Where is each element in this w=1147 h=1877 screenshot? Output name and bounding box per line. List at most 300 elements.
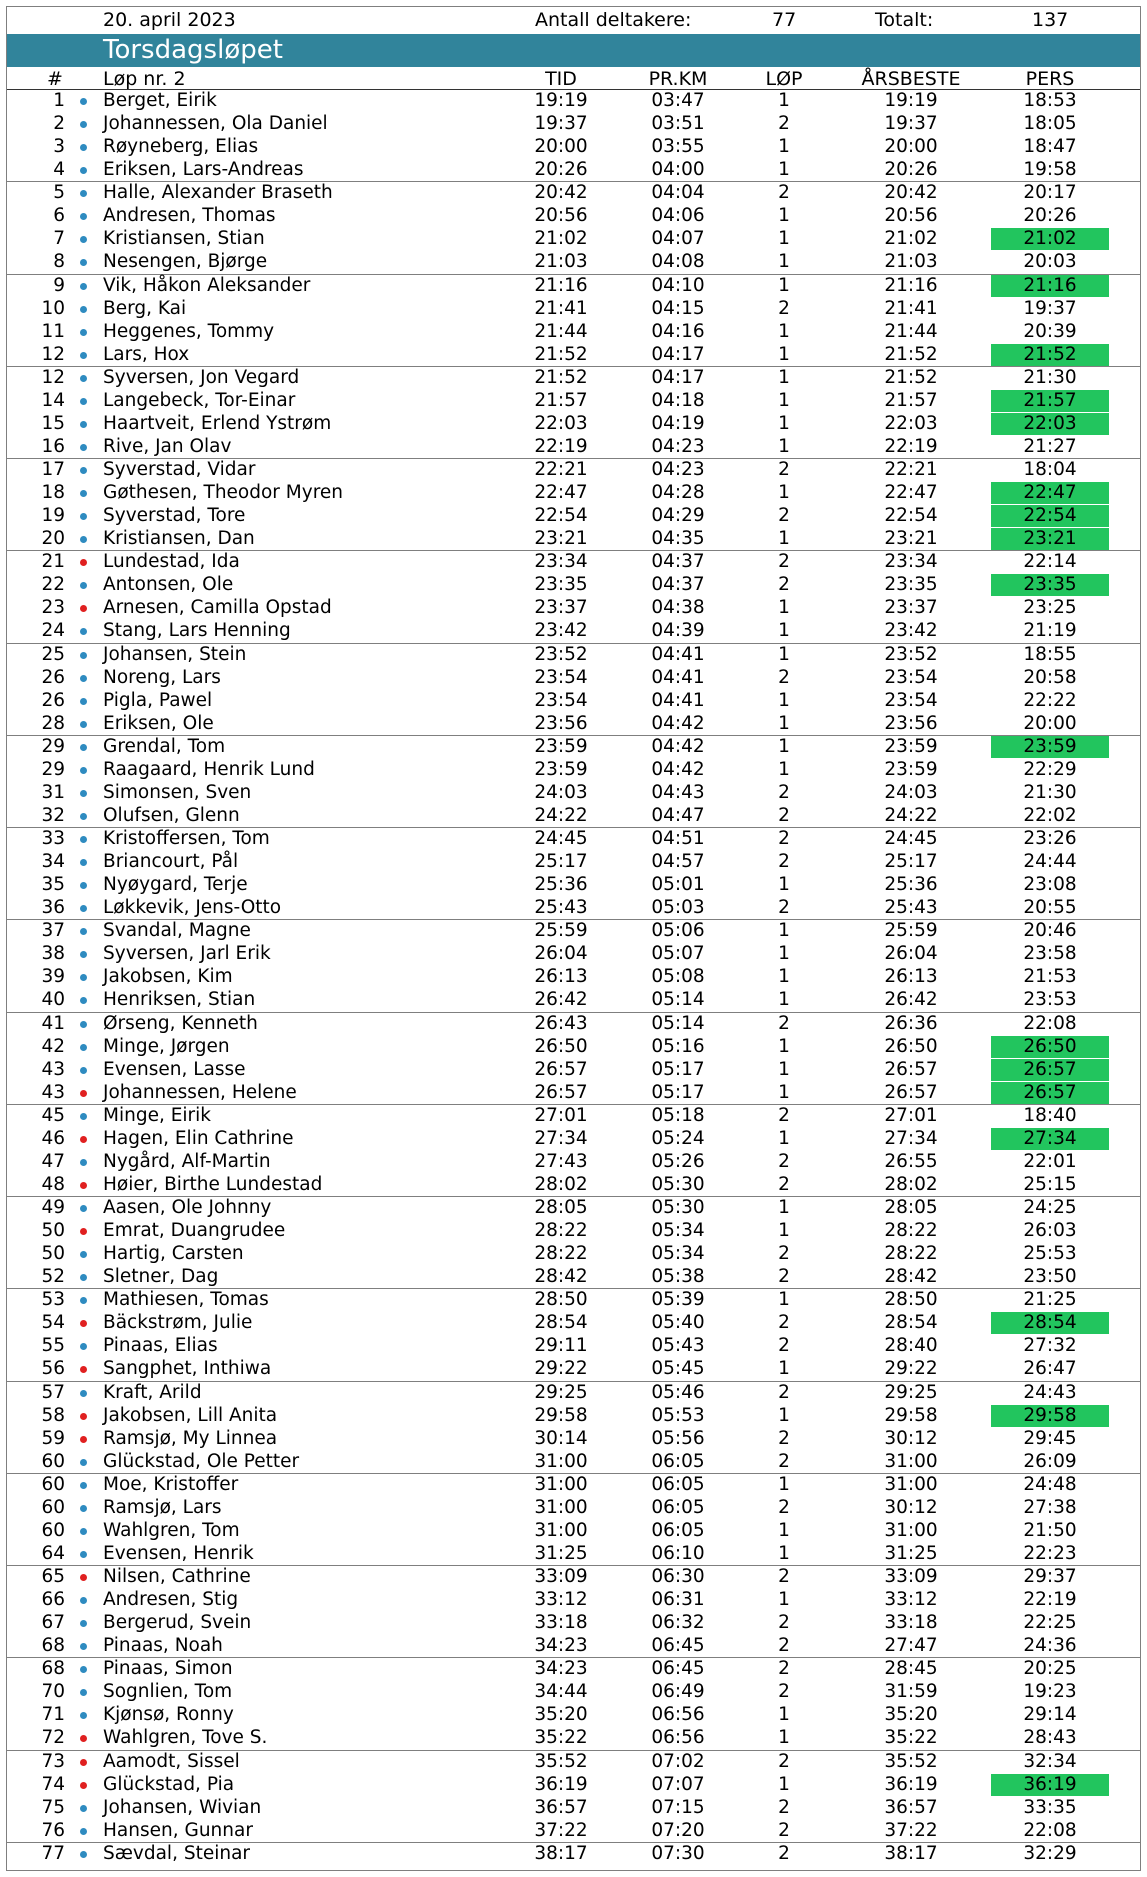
rank: 9 [53, 274, 65, 296]
personal-best: 21:53 [1023, 966, 1077, 988]
time: 33:09 [534, 1566, 588, 1587]
race-count: 1 [778, 966, 790, 988]
pace-per-km: 04:04 [651, 182, 705, 204]
rank: 17 [41, 459, 65, 480]
female-dot-icon [80, 1320, 87, 1327]
table-row [7, 874, 1140, 897]
race-count: 1 [778, 1473, 790, 1495]
season-best: 33:18 [884, 1612, 938, 1634]
season-best: 22:19 [884, 435, 938, 457]
race-count: 2 [778, 1658, 790, 1680]
personal-best: 20:03 [1023, 251, 1077, 273]
race-count: 1 [778, 1704, 790, 1726]
season-best: 31:25 [884, 1542, 938, 1564]
season-best: 20:26 [884, 159, 938, 181]
rank: 34 [41, 851, 65, 873]
season-best: 31:00 [884, 1473, 938, 1495]
race-count: 1 [778, 1727, 790, 1749]
pace-per-km: 07:20 [651, 1819, 705, 1841]
personal-best: 20:39 [1023, 320, 1077, 342]
rank: 2 [53, 113, 65, 135]
personal-best: 23:50 [1023, 1266, 1077, 1288]
season-best: 35:52 [884, 1750, 938, 1772]
time: 27:01 [534, 1104, 588, 1126]
runner-name: Jakobsen, Kim [103, 966, 233, 988]
pace-per-km: 05:34 [651, 1220, 705, 1242]
pace-per-km: 04:08 [651, 251, 705, 273]
pace-per-km: 06:05 [651, 1450, 705, 1472]
table-row [7, 136, 1140, 159]
time: 22:21 [534, 459, 588, 480]
table-row [7, 1543, 1140, 1566]
table-row [7, 1474, 1140, 1497]
runner-name: Kristiansen, Dan [103, 528, 255, 550]
table-row [7, 228, 1140, 251]
season-best: 26:55 [884, 1150, 938, 1172]
time: 34:23 [534, 1635, 588, 1657]
rank: 38 [41, 943, 65, 965]
male-dot-icon [80, 1805, 87, 1812]
race-count: 2 [778, 1496, 790, 1518]
pace-per-km: 05:16 [651, 1035, 705, 1057]
rank: 60 [41, 1519, 65, 1541]
male-dot-icon [80, 951, 87, 958]
pace-per-km: 04:19 [651, 412, 705, 434]
runner-name: Mathiesen, Tomas [103, 1289, 269, 1311]
col-tid-header: TID [545, 68, 577, 90]
runner-name: Halle, Alexander Braseth [103, 182, 333, 204]
runner-name: Aamodt, Sissel [103, 1750, 240, 1772]
rank: 21 [41, 551, 65, 573]
runner-name: Svandal, Magne [103, 920, 251, 942]
personal-best: 20:00 [1023, 712, 1077, 734]
personal-best: 27:34 [991, 1128, 1109, 1150]
table-row [7, 1612, 1140, 1635]
pace-per-km: 05:01 [651, 874, 705, 896]
rank: 71 [41, 1704, 65, 1726]
female-dot-icon [80, 559, 87, 566]
rank: 46 [41, 1127, 65, 1149]
personal-best: 21:19 [1023, 620, 1077, 642]
race-count: 1 [778, 1404, 790, 1426]
personal-best: 23:26 [1023, 828, 1077, 849]
runner-name: Grendal, Tom [103, 735, 226, 757]
runner-name: Antonsen, Ole [103, 574, 234, 596]
runner-name: Rive, Jan Olav [103, 435, 232, 457]
male-dot-icon [80, 213, 87, 220]
time: 26:42 [534, 989, 588, 1011]
time: 21:52 [534, 366, 588, 388]
rank: 8 [53, 251, 65, 273]
runner-name: Wahlgren, Tove S. [103, 1727, 268, 1749]
season-best: 21:44 [884, 320, 938, 342]
season-best: 29:22 [884, 1358, 938, 1380]
table-row [7, 298, 1140, 321]
personal-best: 24:44 [1023, 851, 1077, 873]
rank: 31 [41, 781, 65, 803]
season-best: 36:57 [884, 1796, 938, 1818]
time: 31:00 [534, 1473, 588, 1495]
male-dot-icon [80, 329, 87, 336]
table-row [7, 1774, 1140, 1797]
table-row [7, 1520, 1140, 1543]
personal-best: 20:17 [1023, 182, 1077, 204]
rank: 10 [41, 297, 65, 319]
time: 28:50 [534, 1289, 588, 1311]
season-best: 22:21 [884, 459, 938, 480]
time: 20:26 [534, 159, 588, 181]
personal-best: 22:23 [1023, 1542, 1077, 1564]
time: 30:14 [534, 1427, 588, 1449]
table-row [7, 1312, 1140, 1335]
rank: 33 [41, 828, 65, 849]
table-row [7, 1727, 1140, 1750]
male-dot-icon [80, 628, 87, 635]
rank: 49 [41, 1197, 65, 1218]
rank: 16 [41, 435, 65, 457]
table-row [7, 1589, 1140, 1612]
rank: 53 [41, 1289, 65, 1311]
time: 20:56 [534, 205, 588, 227]
male-dot-icon [80, 352, 87, 359]
time: 28:22 [534, 1243, 588, 1265]
race-count: 2 [778, 1427, 790, 1449]
time: 34:44 [534, 1681, 588, 1703]
table-row [7, 1151, 1140, 1174]
time: 21:03 [534, 251, 588, 273]
time: 19:19 [534, 90, 588, 111]
runner-name: Glückstad, Pia [103, 1773, 235, 1795]
race-count: 2 [778, 828, 790, 849]
pace-per-km: 05:43 [651, 1335, 705, 1357]
season-best: 28:45 [884, 1658, 938, 1680]
season-best: 23:59 [884, 735, 938, 757]
personal-best: 21:25 [1023, 1289, 1077, 1311]
pace-per-km: 04:35 [651, 528, 705, 550]
runner-name: Berg, Kai [103, 297, 187, 319]
participants-label: Antall deltakere: [535, 9, 692, 31]
race-count: 1 [778, 874, 790, 896]
season-best: 37:22 [884, 1819, 938, 1841]
runner-name: Vik, Håkon Aleksander [103, 274, 311, 296]
personal-best: 29:45 [1023, 1427, 1077, 1449]
male-dot-icon [80, 1620, 87, 1627]
table-row [7, 1335, 1140, 1358]
pace-per-km: 05:39 [651, 1289, 705, 1311]
table-row [7, 1197, 1140, 1220]
runner-name: Arnesen, Camilla Opstad [103, 597, 332, 619]
table-row [7, 1013, 1140, 1036]
male-dot-icon [80, 744, 87, 751]
runner-name: Jakobsen, Lill Anita [103, 1404, 278, 1426]
race-count: 2 [778, 1450, 790, 1472]
table-row [7, 943, 1140, 966]
time: 24:22 [534, 804, 588, 826]
personal-best: 21:30 [1023, 781, 1077, 803]
pace-per-km: 04:28 [651, 482, 705, 504]
table-row [7, 920, 1140, 943]
race-count: 2 [778, 804, 790, 826]
race-count: 2 [778, 1842, 790, 1864]
race-count: 2 [778, 1266, 790, 1288]
runner-name: Simonsen, Sven [103, 781, 252, 803]
female-dot-icon [80, 1436, 87, 1443]
table-row [7, 690, 1140, 713]
personal-best: 18:40 [1023, 1104, 1077, 1126]
runner-name: Langebeck, Tor-Einar [103, 389, 296, 411]
personal-best: 21:02 [991, 228, 1109, 250]
season-best: 21:52 [884, 366, 938, 388]
time: 31:00 [534, 1519, 588, 1541]
table-row [7, 1428, 1140, 1451]
pace-per-km: 05:08 [651, 966, 705, 988]
runner-name: Minge, Jørgen [103, 1035, 230, 1057]
pace-per-km: 04:42 [651, 735, 705, 757]
race-count: 1 [778, 620, 790, 642]
runner-name: Pinaas, Simon [103, 1658, 233, 1680]
race-count: 1 [778, 366, 790, 388]
table-row [7, 1105, 1140, 1128]
race-date: 20. april 2023 [103, 9, 236, 31]
runner-name: Olufsen, Glenn [103, 804, 240, 826]
rank: 66 [41, 1589, 65, 1611]
runner-name: Eriksen, Ole [103, 712, 214, 734]
time: 22:54 [534, 505, 588, 527]
table-row [7, 182, 1140, 205]
race-count: 2 [778, 1312, 790, 1334]
personal-best: 26:57 [991, 1082, 1109, 1104]
table-row [7, 1497, 1140, 1520]
race-count: 2 [778, 1104, 790, 1126]
race-count: 2 [778, 1150, 790, 1172]
male-dot-icon [80, 1482, 87, 1489]
personal-best: 25:53 [1023, 1243, 1077, 1265]
runner-name: Sævdal, Steinar [103, 1842, 251, 1864]
runner-name: Johansen, Wivian [103, 1796, 262, 1818]
time: 26:50 [534, 1035, 588, 1057]
season-best: 23:34 [884, 551, 938, 573]
personal-best: 26:09 [1023, 1450, 1077, 1472]
race-count: 1 [778, 1358, 790, 1380]
runner-name: Emrat, Duangrudee [103, 1220, 286, 1242]
rank: 12 [41, 343, 65, 365]
season-best: 26:42 [884, 989, 938, 1011]
pace-per-km: 05:26 [651, 1150, 705, 1172]
female-dot-icon [80, 1413, 87, 1420]
season-best: 26:57 [884, 1081, 938, 1103]
personal-best: 18:47 [1023, 136, 1077, 158]
male-dot-icon [80, 1390, 87, 1397]
rank: 29 [41, 735, 65, 757]
personal-best: 20:55 [1023, 897, 1077, 919]
time: 33:12 [534, 1589, 588, 1611]
runner-name: Sognlien, Tom [103, 1681, 233, 1703]
season-best: 30:12 [884, 1496, 938, 1518]
race-count: 2 [778, 1243, 790, 1265]
season-best: 29:58 [884, 1404, 938, 1426]
rank: 50 [41, 1243, 65, 1265]
race-count: 2 [778, 1681, 790, 1703]
pace-per-km: 05:34 [651, 1243, 705, 1265]
runner-name: Sletner, Dag [103, 1266, 219, 1288]
pace-per-km: 05:14 [651, 1012, 705, 1034]
pace-per-km: 06:45 [651, 1658, 705, 1680]
rank: 70 [41, 1681, 65, 1703]
table-row [7, 574, 1140, 597]
personal-best: 18:55 [1023, 643, 1077, 665]
pace-per-km: 04:06 [651, 205, 705, 227]
runner-name: Løkkevik, Jens-Otto [103, 897, 282, 919]
season-best: 22:47 [884, 482, 938, 504]
pace-per-km: 05:18 [651, 1104, 705, 1126]
race-count: 1 [778, 1589, 790, 1611]
runner-name: Lars, Hox [103, 343, 190, 365]
race-count: 1 [778, 643, 790, 665]
pace-per-km: 04:18 [651, 389, 705, 411]
race-count: 1 [778, 1519, 790, 1541]
runner-name: Røyneberg, Elias [103, 136, 259, 158]
season-best: 28:05 [884, 1197, 938, 1218]
runner-name: Kraft, Arild [103, 1381, 202, 1403]
personal-best: 22:02 [1023, 804, 1077, 826]
male-dot-icon [80, 905, 87, 912]
rank: 43 [41, 1081, 65, 1103]
pace-per-km: 05:46 [651, 1381, 705, 1403]
rank: 42 [41, 1035, 65, 1057]
time: 29:11 [534, 1335, 588, 1357]
rank: 23 [41, 597, 65, 619]
race-count: 1 [778, 1127, 790, 1149]
pace-per-km: 04:47 [651, 804, 705, 826]
runner-name: Heggenes, Tommy [103, 320, 275, 342]
personal-best: 24:36 [1023, 1635, 1077, 1657]
personal-best: 20:25 [1023, 1658, 1077, 1680]
rank: 72 [41, 1727, 65, 1749]
rank: 47 [41, 1150, 65, 1172]
race-count: 1 [778, 1197, 790, 1218]
time: 28:02 [534, 1173, 588, 1195]
runner-name: Ramsjø, My Linnea [103, 1427, 278, 1449]
rank: 1 [53, 90, 65, 111]
time: 23:56 [534, 712, 588, 734]
table-row [7, 1751, 1140, 1774]
time: 26:13 [534, 966, 588, 988]
table-row [7, 459, 1140, 482]
table-row [7, 1174, 1140, 1197]
time: 23:21 [534, 528, 588, 550]
pace-per-km: 05:45 [651, 1358, 705, 1380]
season-best: 26:04 [884, 943, 938, 965]
race-count: 2 [778, 781, 790, 803]
male-dot-icon [80, 536, 87, 543]
table-row [7, 344, 1140, 367]
rank: 43 [41, 1058, 65, 1080]
male-dot-icon [80, 1067, 87, 1074]
table-row [7, 551, 1140, 574]
runner-name: Ørseng, Kenneth [103, 1012, 258, 1034]
male-dot-icon [80, 467, 87, 474]
runner-name: Høier, Birthe Lundestad [103, 1173, 323, 1195]
time: 21:52 [534, 343, 588, 365]
race-count: 1 [778, 136, 790, 158]
runner-name: Pigla, Pawel [103, 689, 213, 711]
pace-per-km: 05:38 [651, 1266, 705, 1288]
pace-per-km: 06:31 [651, 1589, 705, 1611]
time: 28:54 [534, 1312, 588, 1334]
season-best: 27:01 [884, 1104, 938, 1126]
rank: 64 [41, 1542, 65, 1564]
col-race-header: Løp nr. 2 [103, 68, 186, 90]
time: 23:54 [534, 689, 588, 711]
male-dot-icon [80, 721, 87, 728]
pace-per-km: 04:37 [651, 574, 705, 596]
season-best: 20:00 [884, 136, 938, 158]
table-row [7, 321, 1140, 344]
rank: 25 [41, 643, 65, 665]
season-best: 24:22 [884, 804, 938, 826]
time: 29:58 [534, 1404, 588, 1426]
race-count: 2 [778, 551, 790, 573]
race-count: 1 [778, 735, 790, 757]
personal-best: 32:34 [1023, 1750, 1077, 1772]
season-best: 23:56 [884, 712, 938, 734]
table-row [7, 759, 1140, 782]
rank: 19 [41, 505, 65, 527]
time: 35:20 [534, 1704, 588, 1726]
season-best: 25:17 [884, 851, 938, 873]
personal-best: 25:15 [1023, 1173, 1077, 1195]
table-row [7, 989, 1140, 1012]
male-dot-icon [80, 836, 87, 843]
race-count: 1 [778, 758, 790, 780]
season-best: 23:21 [884, 528, 938, 550]
pace-per-km: 04:42 [651, 712, 705, 734]
season-best: 28:02 [884, 1173, 938, 1195]
runner-name: Nilsen, Cathrine [103, 1566, 251, 1587]
season-best: 19:19 [884, 90, 938, 111]
runner-name: Eriksen, Lars-Andreas [103, 159, 304, 181]
male-dot-icon [80, 236, 87, 243]
pace-per-km: 06:56 [651, 1727, 705, 1749]
season-best: 21:57 [884, 389, 938, 411]
personal-best: 22:08 [1023, 1819, 1077, 1841]
race-count: 1 [778, 90, 790, 111]
male-dot-icon [80, 167, 87, 174]
male-dot-icon [80, 997, 87, 1004]
table-header [7, 67, 1140, 90]
season-best: 29:25 [884, 1381, 938, 1403]
season-best: 28:40 [884, 1335, 938, 1357]
race-count: 1 [778, 920, 790, 942]
rank: 60 [41, 1496, 65, 1518]
season-best: 31:00 [884, 1519, 938, 1541]
personal-best: 26:47 [1023, 1358, 1077, 1380]
table-row [7, 413, 1140, 436]
runner-name: Wahlgren, Tom [103, 1519, 240, 1541]
runner-name: Syverstad, Vidar [103, 459, 256, 480]
runner-name: Bergerud, Svein [103, 1612, 252, 1634]
rank: 22 [41, 574, 65, 596]
pace-per-km: 05:30 [651, 1197, 705, 1218]
race-count: 2 [778, 1335, 790, 1357]
female-dot-icon [80, 1182, 87, 1189]
personal-best: 24:43 [1023, 1381, 1077, 1403]
table-row [7, 159, 1140, 182]
time: 25:17 [534, 851, 588, 873]
time: 28:05 [534, 1197, 588, 1218]
time: 31:00 [534, 1450, 588, 1472]
female-dot-icon [80, 605, 87, 612]
